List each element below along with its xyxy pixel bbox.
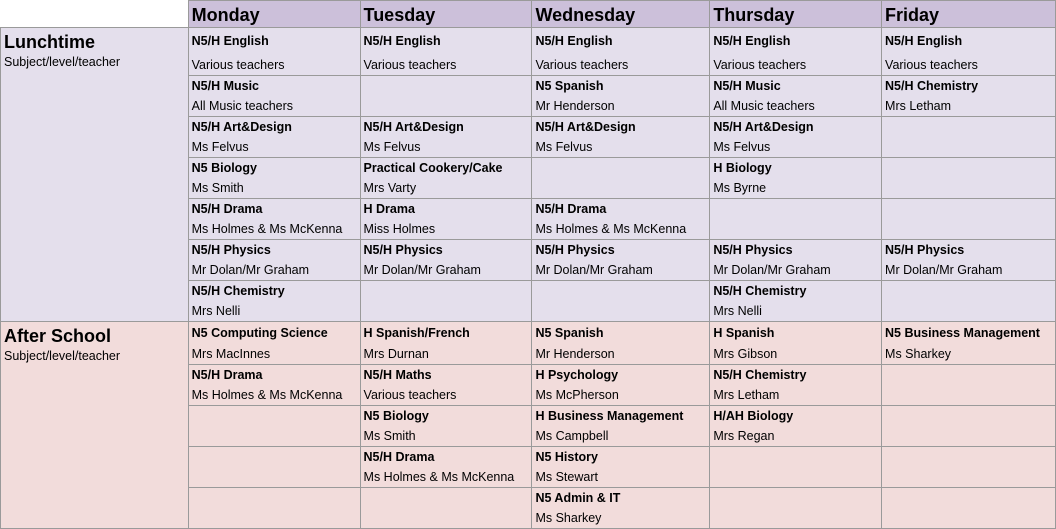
timetable-cell [188,28,360,76]
teacher-label: Various teachers [535,58,629,72]
teacher-label: Ms Smith [191,181,244,195]
teacher-label: Mr Dolan/Mr Graham [363,263,481,277]
lunchtime-title: Lunchtime [4,32,96,52]
timetable-cell [188,406,360,447]
subject-label: N5/H Drama [363,450,435,464]
lunchtime-label-cell [1,28,189,322]
timetable-cell [360,488,532,529]
teacher-label: Mrs MacInnes [191,347,271,361]
after-school-label-cell [1,322,189,529]
subject-label: N5/H Music [191,79,260,93]
subject-label: N5/H Maths [363,368,432,382]
timetable-cell [360,28,532,76]
subject-label: H Business Management [535,409,684,423]
timetable-cell [360,240,532,281]
day-header-thursday: Thursday [710,1,882,28]
timetable-cell [710,365,882,406]
table-row [1,322,1056,365]
day-header-tuesday: Tuesday [360,1,532,28]
subject-label: N5/H Chemistry [885,79,979,93]
timetable-cell [188,488,360,529]
timetable-cell [532,28,710,76]
timetable-cell [532,488,710,529]
subject-label: N5/H Physics [885,243,965,257]
teacher-label: All Music teachers [191,99,294,113]
timetable-cell [188,322,360,365]
subject-label: H/AH Biology [713,409,794,423]
timetable-cell [882,281,1056,322]
teacher-label: Mr Dolan/Mr Graham [713,263,831,277]
timetable-cell [188,76,360,117]
timetable-cell [710,240,882,281]
teacher-label: Ms Felvus [191,140,249,154]
timetable-cell [188,281,360,322]
subject-label: N5/H Art&Design [535,120,636,134]
subject-label: N5/H Drama [535,202,607,216]
subject-label: H Biology [713,161,772,175]
teacher-label: Ms Smith [363,429,416,443]
subject-label: N5/H Physics [363,243,443,257]
corner-cell [1,1,189,28]
timetable-cell [360,447,532,488]
subject-label: H Psychology [535,368,619,382]
timetable-cell [532,406,710,447]
teacher-label: Ms Felvus [713,140,771,154]
teacher-label: Ms Byrne [713,181,767,195]
subject-label: N5/H Art&Design [191,120,292,134]
subject-label: H Spanish [713,326,775,340]
subject-label: N5/H Chemistry [713,368,807,382]
timetable-cell [360,199,532,240]
timetable-cell [360,158,532,199]
timetable-cell [360,322,532,365]
teacher-label: Ms Felvus [535,140,593,154]
timetable-cell [532,447,710,488]
timetable-cell [360,365,532,406]
timetable-cell [882,488,1056,529]
after-school-section [1,322,1056,529]
timetable-cell [882,447,1056,488]
header-row [1,1,1056,28]
subject-label: N5 Business Management [885,326,1040,340]
day-header-wednesday: Wednesday [532,1,710,28]
teacher-label: Ms Sharkey [535,511,602,525]
lunchtime-subtitle: Subject/level/teacher [4,55,121,69]
day-header-monday: Monday [188,1,360,28]
subject-label: N5/H Physics [713,243,793,257]
timetable-cell [882,322,1056,365]
subject-label: Practical Cookery/Cake [363,161,503,175]
subject-label: N5 Biology [191,161,257,175]
day-header-friday: Friday [882,1,1056,28]
timetable-cell [882,406,1056,447]
teacher-label: Ms Stewart [535,470,598,484]
teacher-label: Mrs Nelli [191,304,241,318]
subject-label: N5/H English [363,34,441,48]
subject-label: N5/H Drama [191,202,263,216]
teacher-label: Mrs Durnan [363,347,429,361]
timetable-cell [360,117,532,158]
subject-label: N5/H English [535,34,613,48]
teacher-label: Ms Holmes & Ms McKenna [363,470,515,484]
teacher-label: Various teachers [885,58,978,72]
timetable-cell [532,158,710,199]
timetable-cell [710,281,882,322]
timetable-cell [532,117,710,158]
subject-label: N5/H Physics [535,243,615,257]
teacher-label: Mrs Nelli [713,304,762,318]
teacher-label: Ms Holmes & Ms McKenna [191,388,343,402]
teacher-label: Mrs Gibson [713,347,778,361]
subject-label: N5/H Music [713,79,781,93]
teacher-label: Miss Holmes [363,222,436,236]
subject-label: N5 Biology [363,409,429,423]
subject-label: N5 Spanish [535,326,604,340]
subject-label: N5/H Chemistry [713,284,807,298]
teacher-label: Ms Felvus [363,140,421,154]
timetable-cell [360,406,532,447]
teacher-label: Ms Holmes & Ms McKenna [191,222,343,236]
timetable-cell [710,406,882,447]
lunchtime-section [1,28,1056,322]
timetable-cell [882,76,1056,117]
subject-label: N5/H Art&Design [713,120,814,134]
subject-label: H Spanish/French [363,326,470,340]
timetable-cell [532,322,710,365]
subject-label: N5/H Drama [191,368,263,382]
timetable-cell [532,199,710,240]
teacher-label: Mr Dolan/Mr Graham [535,263,653,277]
table-row [1,28,1056,76]
teacher-label: All Music teachers [713,99,815,113]
teacher-label: Ms Holmes & Ms McKenna [535,222,687,236]
subject-label: N5/H Physics [191,243,271,257]
timetable-cell [532,365,710,406]
subject-label: N5 Admin & IT [535,491,621,505]
timetable-cell [882,365,1056,406]
teacher-label: Mrs Letham [713,388,780,402]
timetable-cell [710,447,882,488]
teacher-label: Mrs Regan [713,429,775,443]
teacher-label: Mr Henderson [535,347,615,361]
timetable-cell [710,322,882,365]
timetable-cell [188,447,360,488]
timetable-cell [882,117,1056,158]
timetable-cell [710,488,882,529]
teacher-label: Mrs Letham [885,99,952,113]
timetable-cell [882,158,1056,199]
timetable-cell [360,76,532,117]
teacher-label: Various teachers [191,58,285,72]
subject-label: N5/H English [191,34,269,48]
teacher-label: Ms Campbell [535,429,609,443]
teacher-label: Various teachers [363,58,457,72]
subject-label: N5 Computing Science [191,326,328,340]
teacher-label: Ms McPherson [535,388,619,402]
timetable-cell [882,28,1056,76]
timetable-cell [532,281,710,322]
timetable-cell [188,240,360,281]
teacher-label: Mr Henderson [535,99,615,113]
subject-label: H Drama [363,202,415,216]
after-school-subtitle: Subject/level/teacher [4,349,121,363]
timetable-cell [532,76,710,117]
teacher-label: Ms Sharkey [885,347,952,361]
subject-label: N5/H Art&Design [363,120,464,134]
teacher-label: Mr Dolan/Mr Graham [191,263,310,277]
teacher-label: Various teachers [363,388,457,402]
timetable-cell [882,240,1056,281]
timetable-cell [188,117,360,158]
subject-label: N5 History [535,450,598,464]
teacher-label: Various teachers [713,58,807,72]
subject-label: N5/H English [713,34,791,48]
timetable-cell [532,240,710,281]
teacher-label: Mr Dolan/Mr Graham [885,263,1003,277]
timetable-cell [710,28,882,76]
timetable-cell [882,199,1056,240]
timetable-cell [710,158,882,199]
subject-label: N5 Spanish [535,79,604,93]
teacher-label: Mrs Varty [363,181,417,195]
timetable-cell [710,76,882,117]
timetable-cell [710,117,882,158]
after-school-title: After School [4,326,112,346]
timetable-cell [188,199,360,240]
timetable-cell [188,158,360,199]
subject-label: N5/H Chemistry [191,284,285,298]
timetable-cell [360,281,532,322]
timetable-cell [710,199,882,240]
subject-label: N5/H English [885,34,963,48]
timetable-cell [188,365,360,406]
